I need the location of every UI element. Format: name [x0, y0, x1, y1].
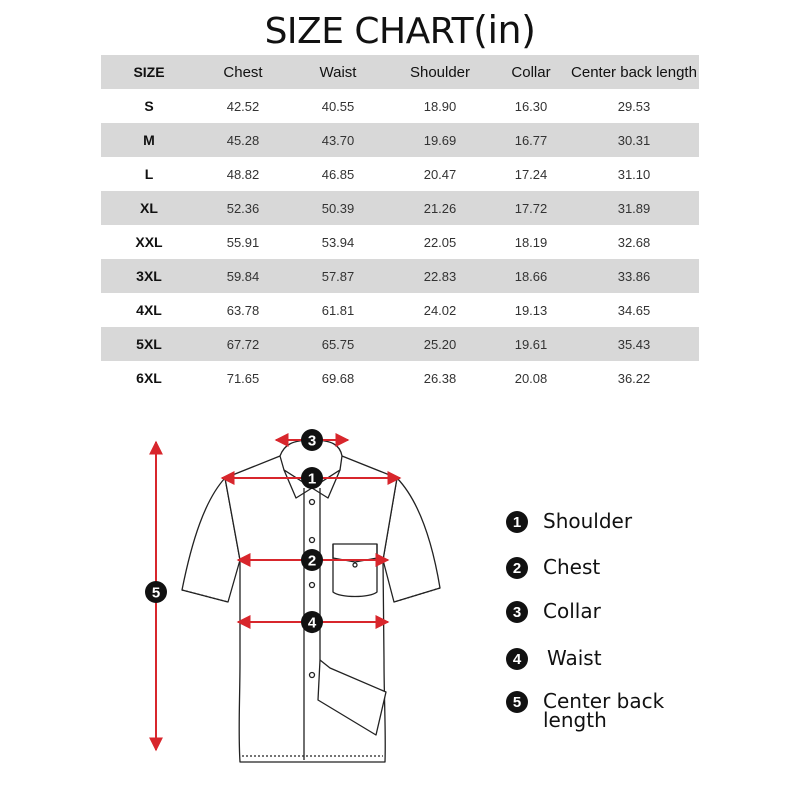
marker-4: [301, 611, 323, 633]
marker-2: [301, 549, 323, 571]
cell-center-back-length: 35.43: [569, 327, 699, 361]
cell-size: L: [144, 166, 154, 182]
cell-shoulder: 18.90: [423, 98, 457, 114]
cell-center-back-length: 31.10: [617, 166, 651, 182]
legend-badge: 1: [506, 511, 528, 533]
cell-size: M: [101, 123, 197, 157]
legend-label: Chest: [543, 555, 601, 579]
legend-badge: 2: [506, 557, 528, 579]
header-size: SIZE: [101, 55, 197, 89]
marker-5: [145, 581, 167, 603]
marker-1: [301, 467, 323, 489]
cell-collar: 16.77: [493, 123, 569, 157]
cell-chest: 63.78: [226, 302, 260, 318]
legend-badge: 4: [506, 648, 528, 670]
legend-label: Waist: [547, 646, 602, 670]
cell-size: S: [144, 98, 154, 114]
legend-badge: 5: [506, 691, 528, 713]
header-chest: Chest: [197, 55, 289, 89]
cell-collar: 16.30: [514, 98, 548, 114]
cell-center-back-length: 29.53: [617, 98, 651, 114]
cell-size: XXL: [135, 234, 163, 250]
cell-collar: 17.24: [514, 166, 548, 182]
cell-size: 3XL: [101, 259, 197, 293]
legend-item-collar: [506, 598, 703, 623]
cell-center-back-length: 36.22: [617, 370, 651, 386]
legend-label: Collar: [543, 599, 601, 623]
legend-badge: 3: [506, 601, 528, 623]
marker-2-label: 2: [307, 552, 317, 570]
cell-chest: 45.28: [197, 123, 289, 157]
legend-item-center-back-length: [506, 688, 703, 730]
legend-label: Shoulder: [543, 509, 633, 533]
cell-shoulder: 25.20: [387, 327, 493, 361]
cell-size: 5XL: [101, 327, 197, 361]
cell-shoulder: 19.69: [387, 123, 493, 157]
cell-shoulder: 22.05: [423, 234, 457, 250]
cell-waist: 53.94: [321, 234, 355, 250]
cell-chest: 71.65: [226, 370, 260, 386]
cell-collar: 18.66: [493, 259, 569, 293]
cell-waist: 40.55: [321, 98, 355, 114]
legend-item-waist: [506, 645, 707, 670]
cell-center-back-length: 34.65: [617, 302, 651, 318]
cell-shoulder: 26.38: [423, 370, 457, 386]
cell-size: 4XL: [136, 302, 162, 318]
cell-chest: 52.36: [197, 191, 289, 225]
marker-3: [301, 429, 323, 451]
cell-waist: 57.87: [289, 259, 387, 293]
cell-waist: 65.75: [289, 327, 387, 361]
cell-collar: 19.61: [493, 327, 569, 361]
cell-chest: 55.91: [226, 234, 260, 250]
legend-item-chest: [506, 554, 703, 579]
legend-label: Center back length: [543, 689, 665, 732]
cell-shoulder: 24.02: [423, 302, 457, 318]
cell-shoulder: 22.83: [387, 259, 493, 293]
header-center-back-length: Center back length: [569, 55, 699, 89]
title-main: SIZE CHART: [264, 11, 474, 52]
cell-center-back-length: 33.86: [569, 259, 699, 293]
cell-waist: 50.39: [289, 191, 387, 225]
cell-collar: 17.72: [493, 191, 569, 225]
cell-collar: 18.19: [514, 234, 548, 250]
legend-item-shoulder: [506, 508, 703, 533]
marker-1-label: 1: [307, 470, 317, 488]
header-waist: Waist: [289, 55, 387, 89]
cell-center-back-length: 31.89: [569, 191, 699, 225]
cell-chest: 67.72: [197, 327, 289, 361]
cell-shoulder: 21.26: [387, 191, 493, 225]
cell-chest: 42.52: [226, 98, 260, 114]
cell-center-back-length: 30.31: [569, 123, 699, 157]
cell-chest: 48.82: [226, 166, 260, 182]
title-unit: (in): [473, 8, 536, 52]
cell-chest: 59.84: [197, 259, 289, 293]
header-shoulder: Shoulder: [387, 55, 493, 89]
cell-waist: 69.68: [321, 370, 355, 386]
marker-5-label: 5: [151, 584, 161, 602]
marker-3-label: 3: [307, 432, 317, 450]
marker-4-label: 4: [307, 614, 317, 632]
cell-size: XL: [101, 191, 197, 225]
cell-waist: 46.85: [321, 166, 355, 182]
cell-shoulder: 20.47: [423, 166, 457, 182]
cell-waist: 61.81: [321, 302, 355, 318]
cell-size: 6XL: [136, 370, 162, 386]
cell-collar: 19.13: [514, 302, 548, 318]
cell-center-back-length: 32.68: [617, 234, 651, 250]
cell-collar: 20.08: [514, 370, 548, 386]
cell-waist: 43.70: [289, 123, 387, 157]
header-collar: Collar: [493, 55, 569, 89]
